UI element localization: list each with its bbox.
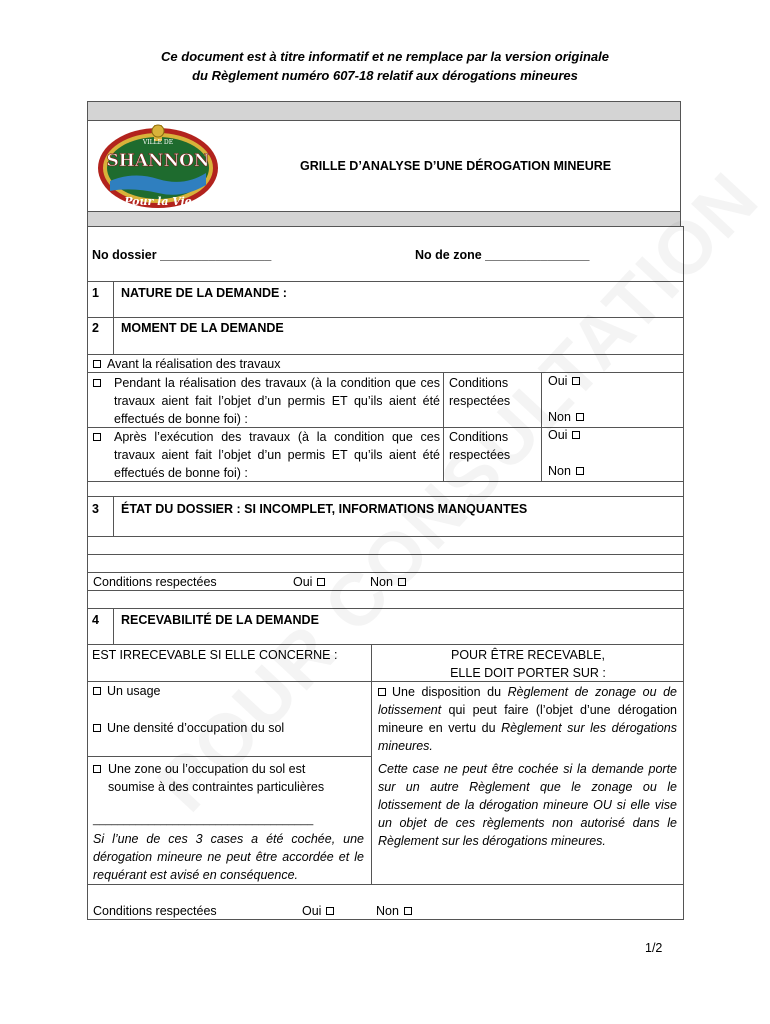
disclaimer-line-1: Ce document est à titre informatif et ne remplace par la version originale	[161, 49, 609, 64]
apres-checkbox[interactable]	[93, 433, 101, 441]
band-2	[87, 211, 681, 227]
avant-checkbox[interactable]	[93, 360, 101, 368]
svg-text:Pour la Vie: Pour la Vie	[124, 195, 192, 208]
densite-checkbox[interactable]	[93, 724, 101, 732]
recevable-header: POUR ÊTRE RECEVABLE, ELLE DOIT PORTER SUR :	[450, 648, 606, 680]
section-3-title: ÉTAT DU DOSSIER : SI INCOMPLET, INFORMATIONS MANQUANTES	[121, 502, 528, 516]
band-4	[87, 590, 684, 609]
usage-checkbox[interactable]	[93, 687, 101, 695]
zone-number-field[interactable]: No de zone _______________	[415, 248, 590, 262]
apres-non-checkbox[interactable]	[576, 467, 584, 475]
apres-non: Non	[548, 464, 584, 478]
pendant-oui-checkbox[interactable]	[572, 377, 580, 385]
apres-oui: Oui	[548, 428, 580, 442]
etat-conditions-label: Conditions respectées	[93, 575, 217, 589]
page-number: 1/2	[645, 941, 663, 955]
apres-conditions-label: Conditions respectées	[449, 430, 511, 462]
section-2-number: 2	[92, 321, 99, 335]
irrecevable-warning: Si l’une de ces 3 cases a été cochée, une dérogation mineure ne peut être accordée et le requérant est avisé en conséquence.	[93, 832, 364, 882]
pendant-conditions-label: Conditions respectées	[449, 376, 511, 408]
etat-oui-checkbox[interactable]	[317, 578, 325, 586]
final-conditions-label: Conditions respectées	[93, 904, 217, 918]
moment-avant: Avant la réalisation des travaux	[93, 357, 280, 371]
pendant-non-checkbox[interactable]	[576, 413, 584, 421]
pendant-checkbox[interactable]	[93, 379, 101, 387]
disposition-option: Une disposition du Règlement de zonage ou de lotissement qui peut faire (l’objet d’une dérogation mineure en vertu du Règlement sur les dérogations mineures.	[378, 685, 678, 753]
disclaimer-line-2: du Règlement numéro 607-18 relatif aux dérogations mineures	[192, 68, 578, 83]
svg-text:SHANNON: SHANNON	[106, 151, 210, 171]
form-title: GRILLE D’ANALYSE D’UNE DÉROGATION MINEURE	[300, 159, 612, 173]
section-3-number: 3	[92, 502, 99, 516]
densite-option: Une densité d’occupation du sol	[93, 721, 284, 735]
moment-pendant: Pendant la réalisation des travaux (à la condition que ces travaux aient fait l’objet d’un permis ET qu’ils aient été effectués de bonne foi) :	[93, 374, 440, 428]
section-4-title: RECEVABILITÉ DE LA DEMANDE	[121, 613, 319, 627]
section-4-number: 4	[92, 613, 99, 627]
zone-checkbox[interactable]	[93, 765, 101, 773]
etat-oui: Oui	[293, 575, 325, 589]
svg-text:VILLE DE: VILLE DE	[142, 139, 174, 146]
zone-option: Une zone ou l’occupation du sol est soumise à des contraintes particulières	[93, 760, 353, 796]
recevable-note: Cette case ne peut être cochée si la demande porte sur un autre Règlement que le zonage ou le lotissement de la dérogation mineure OU si elle vise un objet de ces règlements non autorisé dans le Règlement sur les dérogations mineures.	[378, 762, 677, 848]
usage-option: Un usage	[93, 684, 161, 698]
dossier-number-field[interactable]: No dossier ________________	[92, 248, 272, 262]
final-oui-checkbox[interactable]	[326, 907, 334, 915]
section-1-title: NATURE DE LA DEMANDE :	[121, 286, 287, 300]
etat-non: Non	[370, 575, 406, 589]
band-3	[87, 481, 684, 497]
final-oui: Oui	[302, 904, 334, 918]
pendant-non: Non	[548, 410, 584, 424]
disposition-checkbox[interactable]	[378, 688, 386, 696]
etat-non-checkbox[interactable]	[398, 578, 406, 586]
apres-oui-checkbox[interactable]	[572, 431, 580, 439]
shannon-logo	[94, 121, 222, 211]
top-band	[87, 101, 681, 121]
section-3-line-1[interactable]	[87, 536, 684, 555]
moment-apres: Après l’exécution des travaux (à la condition que ces travaux aient fait l’objet d’un permis ET qu’ils aient été effectués de bonne foi) :	[93, 428, 440, 482]
irrecevable-header: EST IRRECEVABLE SI ELLE CONCERNE :	[92, 648, 338, 662]
final-non-checkbox[interactable]	[404, 907, 412, 915]
final-non: Non	[376, 904, 412, 918]
section-3-line-2[interactable]	[87, 554, 684, 573]
pendant-oui: Oui	[548, 374, 580, 388]
section-1-number: 1	[92, 286, 99, 300]
separator-line: ____________________________________	[93, 814, 314, 826]
section-2-title: MOMENT DE LA DEMANDE	[121, 321, 284, 335]
